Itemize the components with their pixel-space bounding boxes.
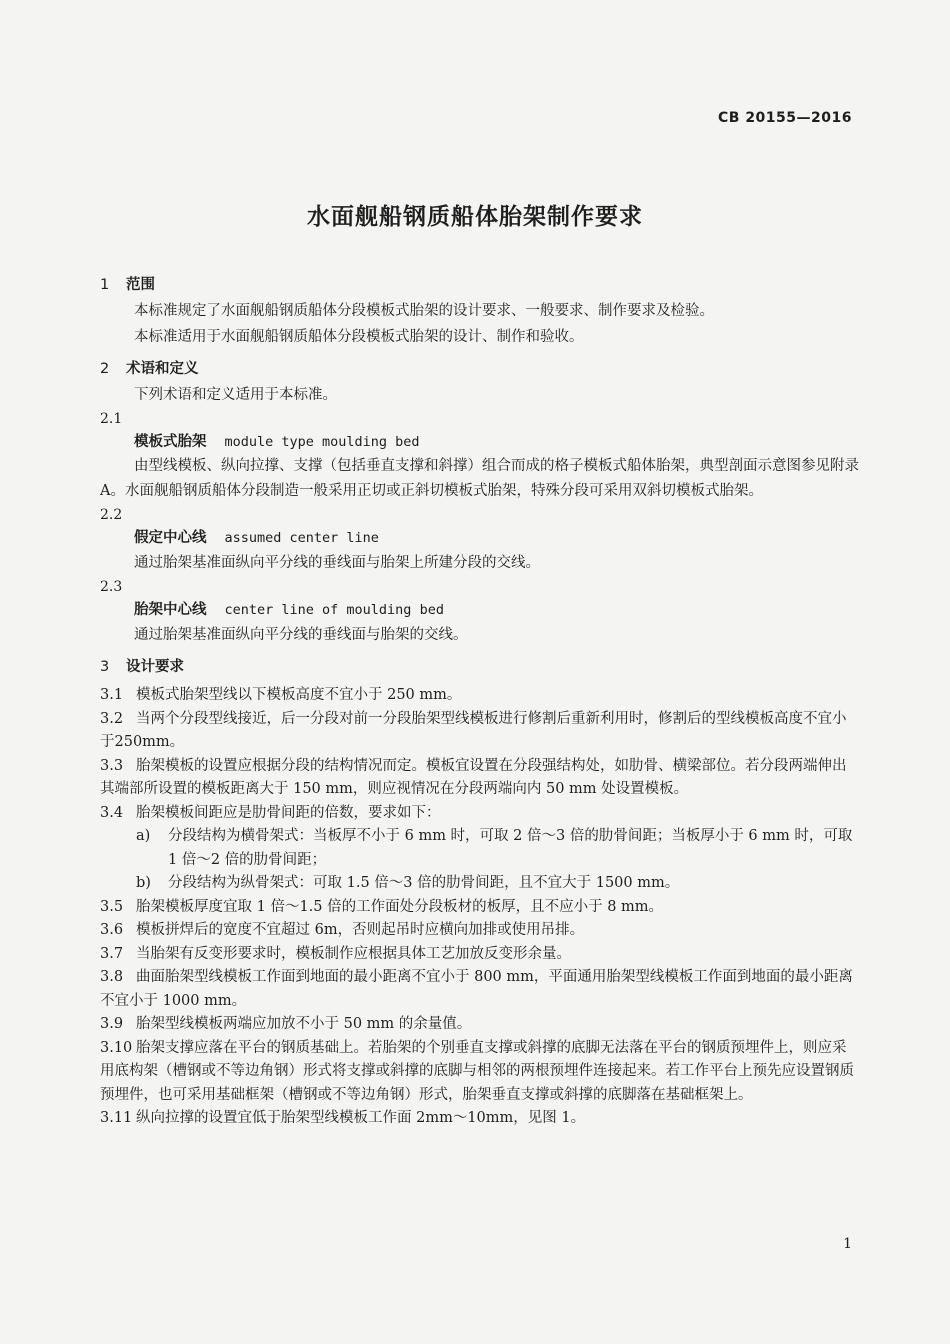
- list-item: [136, 825, 860, 872]
- clause-text: 胎架支撑应落在平台的钢质基础上。若胎架的个别垂直支撑或斜撑的底脚无法落在平台的钢质预埋件上，则应采用底构架（槽钢或不等边角钢）形式将支撑或斜撑的底脚与相邻的两根预埋件连接起来。若工作平台上预先应设置钢质预埋件，也可采用基础框架（槽钢或不等边角钢）形式，胎架垂直支撑或斜撑的底脚落在基础框架上。: [100, 1039, 854, 1103]
- clause-text: 胎架模板的设置应根据分段的结构情况而定。模板宜设置在分段强结构处，如肋骨、横梁部位。若分段两端伸出其端部所设置的模板距离大于 150 mm，则应视情况在分段两端向内 50 mm 处设置模板。: [100, 757, 847, 797]
- section-heading-scope: [100, 272, 860, 298]
- clause: [100, 943, 860, 967]
- clause-number: 3.7: [100, 945, 124, 962]
- clause-text: 胎架型线模板两端应加放不小于 50 mm 的余量值。: [136, 1016, 472, 1032]
- standard-code: CB 20155—2016: [718, 110, 852, 126]
- paragraph: 下列术语和定义适用于本标准。: [134, 387, 337, 403]
- term-en: module type moulding bed: [224, 434, 420, 450]
- clause-number: 3.11: [100, 1110, 133, 1126]
- clause-number: 3.9: [100, 1016, 124, 1032]
- term-en: center line of moulding bed: [224, 602, 444, 618]
- term-cn: 胎架中心线: [134, 602, 207, 618]
- term-name: [134, 527, 860, 550]
- section-title: 术语和定义: [126, 361, 199, 377]
- list-item-text: 分段结构为横骨架式：当板厚不小于 6 mm 时，可取 2 倍～3 倍的肋骨间距；当板厚小于 6 mm 时，可取 1 倍～2 倍的肋骨间距；: [168, 828, 853, 868]
- term-cn: 模板式胎架: [134, 434, 207, 450]
- clause-number: 3.2: [100, 710, 124, 727]
- clause: [100, 708, 860, 755]
- page-title: 水面舰船钢质船体胎架制作要求: [307, 204, 643, 230]
- clause-number: 3.5: [100, 898, 124, 915]
- clause-text: 纵向拉撑的设置宜低于胎架型线模板工作面 2mm～10mm，见图 1。: [136, 1110, 586, 1126]
- term-name: [134, 599, 860, 622]
- list-item-text: 分段结构为纵骨架式：可取 1.5 倍～3 倍的肋骨间距，且不宜大于 1500 mm。: [168, 875, 680, 891]
- section-number: 2: [100, 361, 110, 377]
- list-item: [136, 872, 860, 896]
- section-title: 设计要求: [126, 659, 184, 675]
- clause: [100, 896, 860, 920]
- clause-text: 胎架模板间距应是肋骨间距的倍数，要求如下：: [136, 804, 441, 821]
- clause-number: 3.3: [100, 757, 124, 774]
- clause: [100, 919, 860, 943]
- clause-text: 模板拼焊后的宽度不宜超过 6m，否则起吊时应横向加排或使用吊排。: [136, 922, 585, 938]
- clause-number: 3.10: [100, 1039, 133, 1056]
- clause-text: 当胎架有反变形要求时，模板制作应根据具体工艺加放反变形余量。: [136, 945, 571, 962]
- clause: [100, 1037, 860, 1108]
- clause: [100, 1107, 860, 1131]
- term-number: 2.1: [100, 411, 123, 427]
- term-cn: 假定中心线: [134, 530, 207, 546]
- term-number: 2.2: [100, 507, 123, 523]
- page-number: 1: [843, 1236, 852, 1252]
- section-heading-terms: [100, 356, 860, 382]
- term-definition: 通过胎架基准面纵向平分线的垂线面与胎架上所建分段的交线。: [134, 555, 540, 571]
- section-heading-design: [100, 654, 860, 680]
- term-number: 2.3: [100, 579, 123, 595]
- clause-text: 模板式胎架型线以下模板高度不宜小于 250 mm。: [136, 687, 462, 703]
- term-name: [134, 431, 860, 454]
- clause-number: 3.6: [100, 922, 124, 938]
- clause: [100, 966, 860, 1013]
- clause-text: 曲面胎架型线模板工作面到地面的最小距离不宜小于 800 mm，平面通用胎架型线模板工作面到地面的最小距离不宜小于 1000 mm。: [100, 969, 853, 1009]
- clause-number: 3.4: [100, 804, 124, 821]
- clause-text: 当两个分段型线接近，后一分段对前一分段胎架型线模板进行修割后重新利用时，修割后的型线模板高度不宜小于250mm。: [100, 710, 847, 750]
- clause-number: 3.8: [100, 969, 124, 985]
- section-number: 3: [100, 659, 110, 675]
- section-title: 范围: [126, 277, 155, 293]
- list-item-label: b): [136, 875, 151, 891]
- clause: [100, 755, 860, 802]
- term-definition: 通过胎架基准面纵向平分线的垂线面与胎架的交线。: [134, 627, 468, 643]
- section-number: 1: [100, 277, 110, 293]
- term-definition: 由型线模板、纵向拉撑、支撑（包括垂直支撑和斜撑）组合而成的格子模板式船体胎架，典型剖面示意图参见附录A。水面舰船钢质船体分段制造一般采用正切或正斜切模板式胎架，特殊分段可采用双斜切模板式胎架。: [100, 458, 859, 499]
- clause: [100, 802, 860, 826]
- document-body: [100, 272, 860, 1131]
- clause-text: 胎架模板厚度宜取 1 倍～1.5 倍的工作面处分段板材的板厚，且不应小于 8 mm。: [136, 898, 664, 915]
- clause: [100, 684, 860, 708]
- clause-number: 3.1: [100, 687, 124, 703]
- paragraph: 本标准适用于水面舰船钢质船体分段模板式胎架的设计、制作和验收。: [134, 329, 584, 345]
- paragraph: 本标准规定了水面舰船钢质船体分段模板式胎架的设计要求、一般要求、制作要求及检验。: [134, 303, 714, 319]
- clause: [100, 1013, 860, 1037]
- term-en: assumed center line: [224, 530, 379, 546]
- list-item-label: a): [136, 828, 151, 844]
